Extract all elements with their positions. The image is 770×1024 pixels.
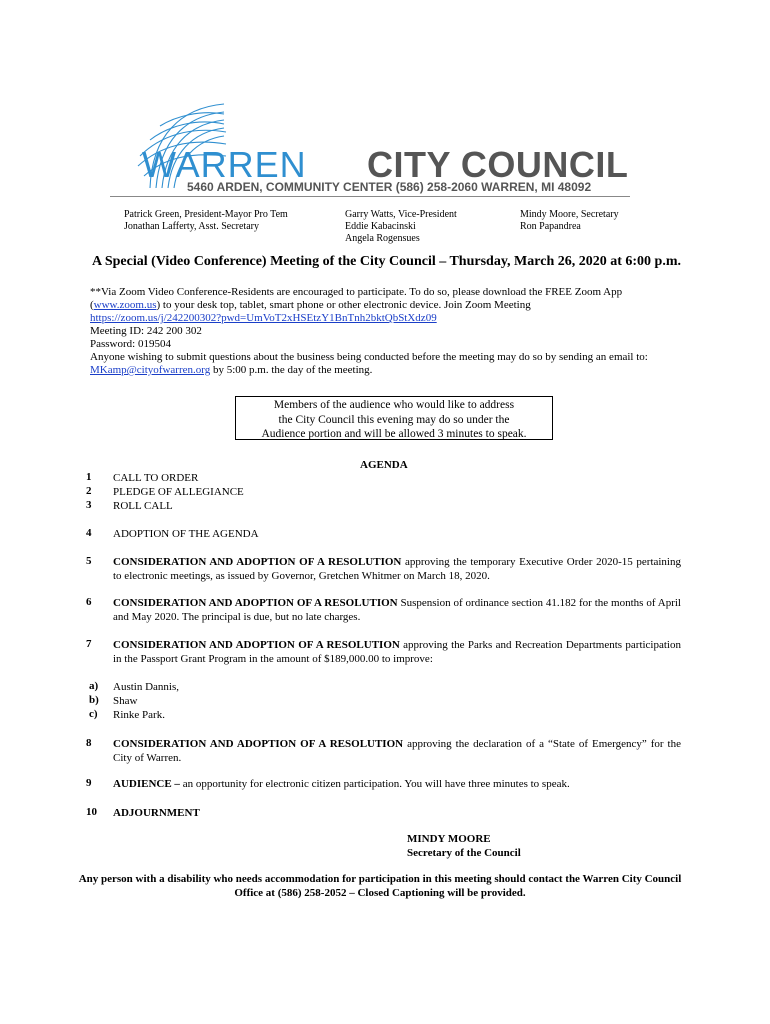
meeting-title: A Special (Video Conference) Meeting of the City Council – Thursday, March 26, 2020 at 6:00 p.m.: [92, 254, 682, 269]
agenda-item-number: 6: [86, 596, 92, 608]
officer-name: Eddie Kabacinski: [345, 221, 416, 232]
agenda-item-text: CONSIDERATION AND ADOPTION OF A RESOLUTION approving the Parks and Recreation Departments participation in the Passport Grant Program in the amount of $189,000.00 to improve:: [113, 639, 681, 665]
agenda-item-number: 2: [86, 485, 92, 497]
logo-warren-text: WARREN: [142, 144, 307, 185]
signer-title: Secretary of the Council: [407, 847, 521, 859]
agenda-item-text: CONSIDERATION AND ADOPTION OF A RESOLUTION approving the declaration of a “State of Emergency” for the City of Warren.: [113, 738, 681, 764]
email-line: MKamp@cityofwarren.org by 5:00 p.m. the day of the meeting.: [90, 364, 373, 376]
officer-name: Garry Watts, Vice-President: [345, 209, 457, 220]
officer-name: Mindy Moore, Secretary: [520, 209, 619, 220]
officer-name: Jonathan Lafferty, Asst. Secretary: [124, 221, 259, 232]
signature-block: [407, 832, 521, 860]
agenda-item-text: ADOPTION OF THE AGENDA: [113, 528, 259, 540]
sub-item-label: b): [89, 694, 99, 706]
signer-name: MINDY MOORE: [407, 833, 491, 845]
agenda-item-text: CALL TO ORDER: [113, 472, 199, 484]
agenda-item-text: CONSIDERATION AND ADOPTION OF A RESOLUTION approving the temporary Executive Order 2020-15 pertaining to electronic meetings, as issued by Governor, Gretchen Whitmer on March 18, 2020.: [113, 556, 681, 582]
questions-instructions: Anyone wishing to submit questions about the business being conducted before the meeting may do so by sending an email to:: [90, 351, 648, 363]
zoom-meeting-link[interactable]: https://zoom.us/j/242200302?pwd=UmVoT2xHSEtzY1BnTnh2bktQbStXdz09: [90, 312, 437, 324]
zoom-website-link[interactable]: www.zoom.us: [93, 299, 157, 311]
email-link[interactable]: MKamp@cityofwarren.org: [90, 364, 211, 376]
sub-item-text: Rinke Park.: [113, 709, 165, 721]
sub-item-label: c): [89, 708, 98, 720]
meeting-id: Meeting ID: 242 200 302: [90, 325, 202, 337]
meeting-password: Password: 019504: [90, 338, 171, 350]
officers-column-1: [124, 209, 288, 233]
officer-name: Patrick Green, President-Mayor Pro Tem: [124, 209, 288, 220]
agenda-item-number: 7: [86, 638, 92, 650]
agenda-item-number: 3: [86, 499, 92, 511]
agenda-item-number: 4: [86, 527, 92, 539]
agenda-item-text: PLEDGE OF ALLEGIANCE: [113, 486, 244, 498]
sub-item-text: Austin Dannis,: [113, 681, 179, 693]
agenda-item-text: AUDIENCE – an opportunity for electronic citizen participation. You will have three minutes to speak.: [113, 778, 570, 790]
audience-notice-box: [235, 396, 553, 440]
agenda-item-number: 9: [86, 777, 92, 789]
zoom-meeting-link-line: [90, 312, 437, 325]
officers-column-2: [345, 209, 457, 245]
logo-city-council-text: CITY COUNCIL: [367, 144, 629, 185]
header-divider: [110, 196, 630, 197]
agenda-item-number: 8: [86, 737, 92, 749]
agenda-item-number: 5: [86, 555, 92, 567]
disability-notice: Any person with a disability who needs accommodation for participation in this meeting should contact the Warren City Council Office at (586) 258-2052 – Closed Captioning will be provided.: [78, 873, 682, 899]
notice-line: the City Council this evening may do so under the: [278, 413, 510, 426]
officer-name: Angela Rogensues: [345, 233, 420, 244]
sub-item-text: Shaw: [113, 695, 138, 707]
notice-line: Audience portion and will be allowed 3 minutes to speak.: [261, 428, 527, 440]
agenda-heading: AGENDA: [360, 459, 408, 471]
zoom-instructions: **Via Zoom Video Conference-Residents are encouraged to participate. To do so, please download the FREE Zoom App: [90, 286, 623, 298]
agenda-item-text: CONSIDERATION AND ADOPTION OF A RESOLUTION Suspension of ordinance section 41.182 for the months of April and May 2020. The principal is due, but no late charges.: [113, 597, 681, 623]
agenda-item-text: ADJOURNMENT: [113, 807, 200, 819]
notice-line: Members of the audience who would like to address: [273, 399, 515, 411]
council-address: 5460 ARDEN, COMMUNITY CENTER (586) 258-2060 WARREN, MI 48092: [187, 180, 592, 194]
agenda-item-number: 1: [86, 471, 92, 483]
zoom-instructions-line2: (www.zoom.us) to your desk top, tablet, smart phone or other electronic device. Join Zoom Meeting: [90, 299, 531, 311]
sub-item-label: a): [89, 680, 99, 692]
agenda-item-text: ROLL CALL: [113, 500, 173, 512]
agenda-item-number: 10: [86, 806, 97, 818]
officer-name: Ron Papandrea: [520, 221, 581, 232]
officers-column-3: [520, 209, 619, 233]
